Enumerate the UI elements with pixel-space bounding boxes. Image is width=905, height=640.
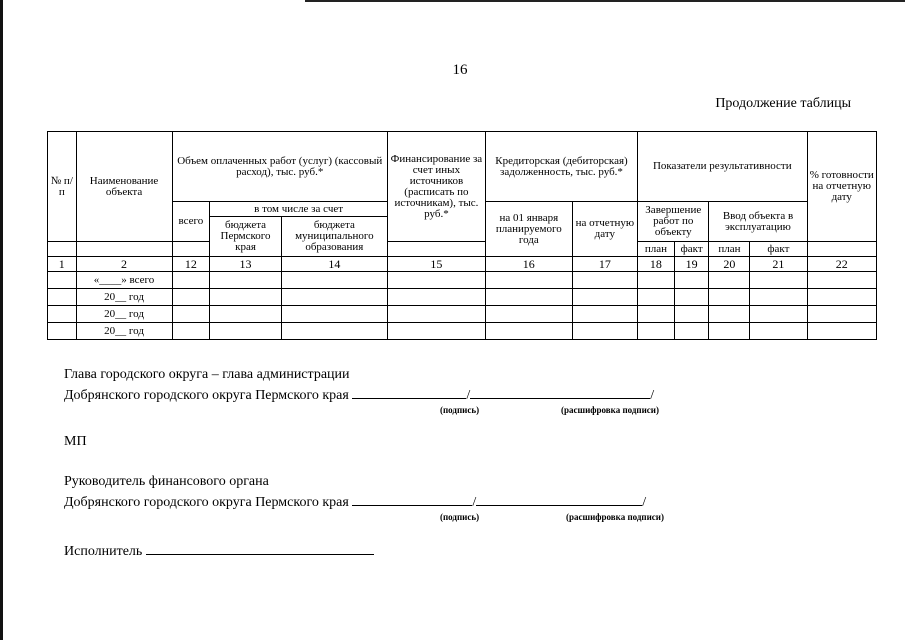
executor-label: Исполнитель [64, 544, 143, 559]
column-number: 19 [674, 257, 709, 272]
table-cell [807, 306, 876, 323]
table-cell [572, 323, 637, 340]
column-number: 18 [638, 257, 675, 272]
table-cell [210, 289, 281, 306]
header-other-financing: Финансирование за счет иных источников (расписать по источникам), тыс. руб.* [387, 132, 485, 242]
table-cell [709, 272, 750, 289]
header-regional-budget: бюджета Пермского края [210, 217, 281, 257]
column-number: 16 [485, 257, 572, 272]
column-number: 20 [709, 257, 750, 272]
report-table [47, 131, 877, 340]
header-blank-readiness [807, 242, 876, 257]
header-report-date: на отчетную дату [572, 202, 637, 257]
header-readiness: % готовности на отчетную дату [807, 132, 876, 242]
header-commissioning: Ввод объекта в эксплуатацию [709, 202, 807, 242]
table-cell [210, 272, 281, 289]
column-number: 22 [807, 257, 876, 272]
head-decoding-caption: (расшифровка подписи) [561, 405, 659, 415]
page-left-edge [0, 0, 3, 640]
table-cell [750, 272, 807, 289]
table-cell [48, 272, 77, 289]
header-completion: Завершение работ по объекту [638, 202, 709, 242]
row-name: 20__ год [76, 289, 172, 306]
table-cell [674, 272, 709, 289]
header-payables: Кредиторская (дебиторская) задолженность, тыс. руб.* [485, 132, 637, 202]
table-cell [638, 306, 675, 323]
head-title-line1: Глава городского округа – глава администрации [64, 367, 350, 382]
header-plan-completion: план [638, 242, 675, 257]
table-cell [172, 289, 210, 306]
header-fact-commissioning: факт [750, 242, 807, 257]
header-municipal-budget: бюджета муниципального образования [281, 217, 387, 257]
table-cell [750, 289, 807, 306]
fin-decoding-blank [476, 493, 642, 506]
header-row-1 [48, 132, 877, 202]
table-cell [674, 323, 709, 340]
table-cell [807, 289, 876, 306]
header-performance: Показатели результативности [638, 132, 807, 202]
row-name: «____» всего [76, 272, 172, 289]
table-cell [281, 323, 387, 340]
table-cell [48, 323, 77, 340]
table-row [48, 289, 877, 306]
row-name: 20__ год [76, 323, 172, 340]
header-including: в том числе за счет [210, 202, 388, 217]
table-cell [172, 323, 210, 340]
head-decoding-blank [470, 386, 650, 399]
header-blank-name [76, 242, 172, 257]
table-cell [210, 306, 281, 323]
row-name: 20__ год [76, 306, 172, 323]
table-cell [638, 289, 675, 306]
table-cell [387, 306, 485, 323]
table-cell [485, 272, 572, 289]
head-signature-caption: (подпись) [440, 405, 480, 415]
header-blank-other [387, 242, 485, 257]
table-row [48, 306, 877, 323]
table-cell [572, 272, 637, 289]
table-cell [807, 272, 876, 289]
column-number: 12 [172, 257, 210, 272]
table-cell [281, 272, 387, 289]
executor-blank [146, 542, 374, 555]
table-cell [674, 289, 709, 306]
table-cell [709, 289, 750, 306]
header-row-4 [48, 242, 877, 257]
header-blank-total [172, 242, 210, 257]
fin-title-line1: Руководитель финансового органа [64, 474, 269, 489]
column-number: 1 [48, 257, 77, 272]
table-cell [750, 323, 807, 340]
header-fact-completion: факт [674, 242, 709, 257]
fin-title-line2: Добрянского городского округа Пермского края [64, 495, 349, 510]
page-top-edge [305, 0, 905, 2]
table-cell [172, 306, 210, 323]
header-blank-num [48, 242, 77, 257]
table-cell [485, 323, 572, 340]
table-cell [48, 289, 77, 306]
head-signature-row: Добрянского городского округа Пермского края / / [64, 388, 655, 403]
header-paid-volume: Объем оплаченных работ (услуг) (кассовый расход), тыс. руб.* [172, 132, 387, 202]
table-cell [807, 323, 876, 340]
table-cell [709, 323, 750, 340]
header-jan1: на 01 января планируемого года [485, 202, 572, 257]
table-cell [638, 323, 675, 340]
table-cell [387, 289, 485, 306]
table-cell [709, 306, 750, 323]
column-number: 13 [210, 257, 281, 272]
column-number: 17 [572, 257, 637, 272]
table-cell [485, 306, 572, 323]
table-cell [638, 272, 675, 289]
table-cell [281, 289, 387, 306]
head-signature-blank [352, 386, 466, 399]
fin-decoding-caption: (расшифровка подписи) [566, 512, 664, 522]
column-number: 15 [387, 257, 485, 272]
table-cell [674, 306, 709, 323]
table-cell [572, 306, 637, 323]
table-cell [281, 306, 387, 323]
table-row [48, 272, 877, 289]
table-cell [172, 272, 210, 289]
table-cell [48, 306, 77, 323]
table-cell [572, 289, 637, 306]
table-cell [387, 272, 485, 289]
executor-row [64, 542, 374, 560]
fin-signature-row: Добрянского городского округа Пермского края / / [64, 495, 647, 510]
header-total: всего [172, 202, 210, 242]
header-plan-commissioning: план [709, 242, 750, 257]
head-title-line2: Добрянского городского округа Пермского края [64, 388, 349, 403]
table-cell [210, 323, 281, 340]
stamp-mark: МП [64, 434, 87, 449]
table-cell [485, 289, 572, 306]
table-continuation-label: Продолжение таблицы [715, 96, 851, 111]
fin-signature-blank [352, 493, 472, 506]
table-cell [750, 306, 807, 323]
header-num: № п/п [48, 132, 77, 242]
fin-signature-caption: (подпись) [440, 512, 480, 522]
column-number: 2 [76, 257, 172, 272]
table-row [48, 323, 877, 340]
table-cell [387, 323, 485, 340]
column-number: 14 [281, 257, 387, 272]
page-number: 16 [452, 62, 468, 78]
column-number-row [48, 257, 877, 272]
column-number: 21 [750, 257, 807, 272]
header-name: Наименование объекта [76, 132, 172, 242]
